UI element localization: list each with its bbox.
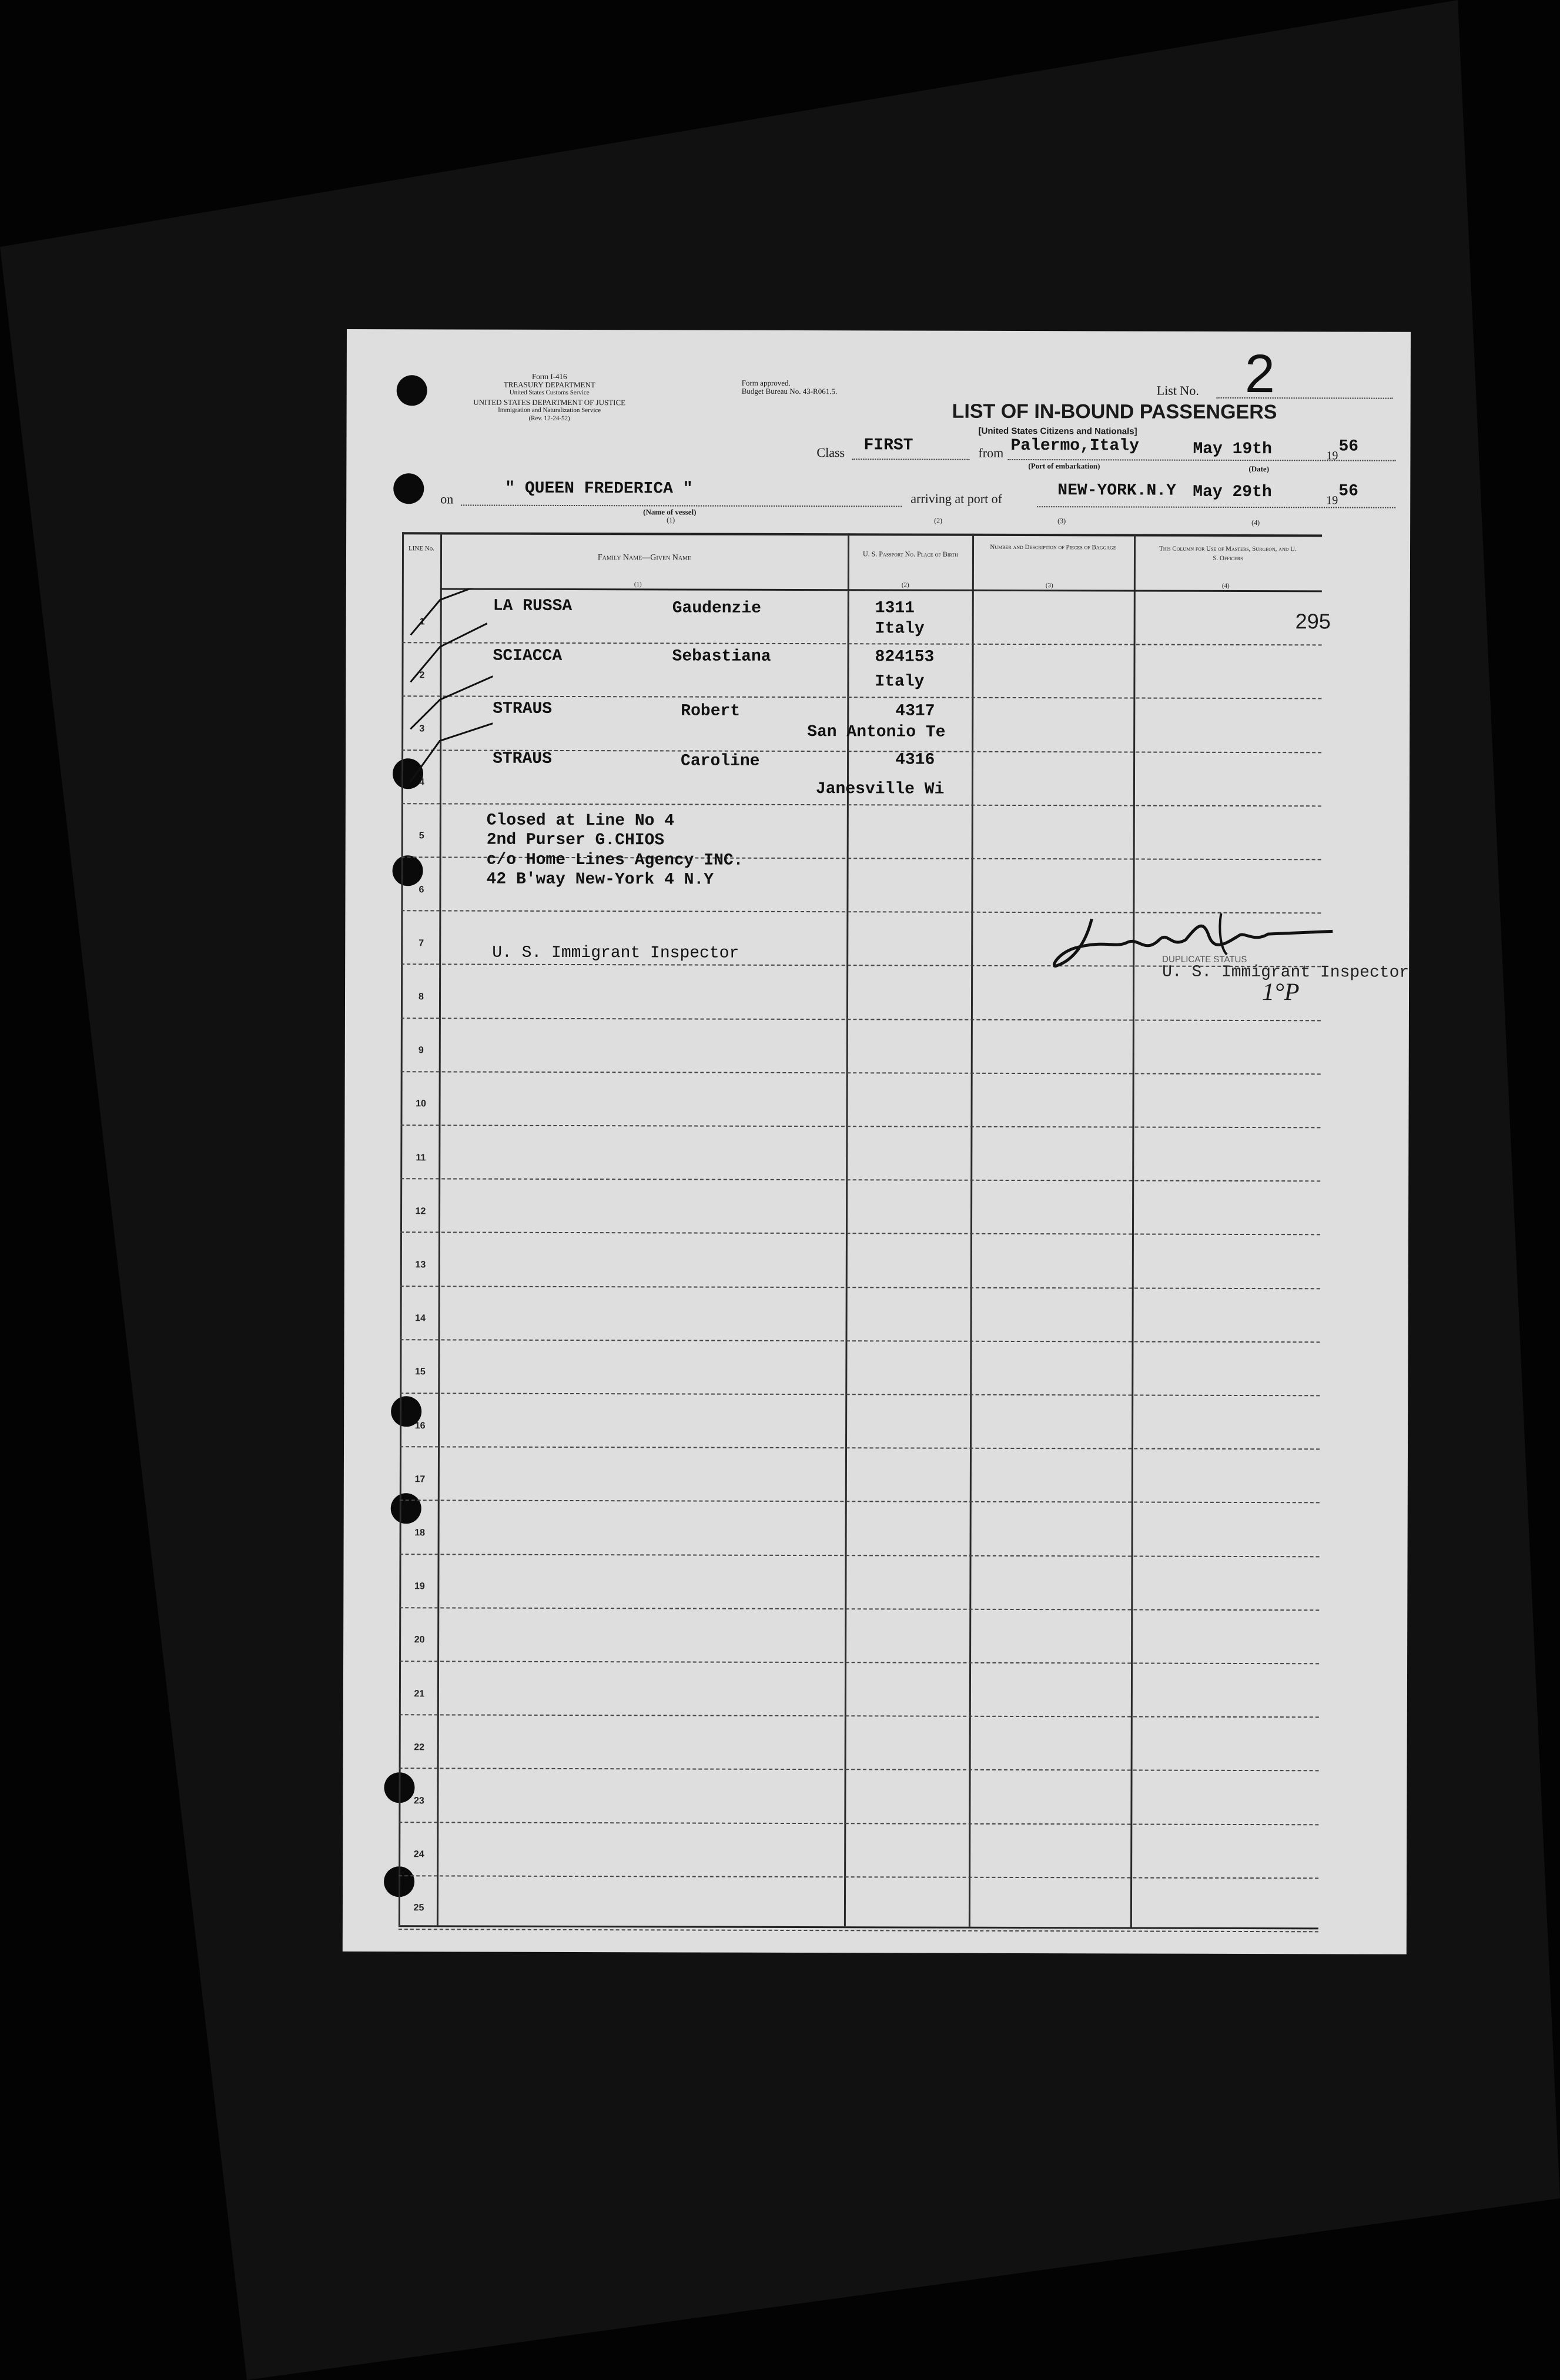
row-rule bbox=[400, 1446, 1320, 1450]
line-number: 3 bbox=[419, 724, 425, 734]
row-rule bbox=[399, 1768, 1319, 1772]
caption-4: (4) bbox=[1251, 518, 1260, 527]
line-number: 14 bbox=[415, 1313, 426, 1324]
punch-hole bbox=[391, 1493, 421, 1524]
from-label: from bbox=[978, 445, 1004, 460]
inspector-stamp: U. S. Immigrant Inspector bbox=[1162, 963, 1410, 982]
row-rule bbox=[399, 1714, 1319, 1718]
arriving-label: arriving at port of bbox=[910, 491, 1003, 506]
line-number: 7 bbox=[419, 938, 424, 949]
line-number: 11 bbox=[416, 1152, 426, 1163]
row-rule bbox=[400, 1178, 1320, 1181]
year-prefix: 19 bbox=[1326, 449, 1338, 463]
line-number: 22 bbox=[414, 1742, 425, 1753]
passport-no: 4317 bbox=[895, 702, 935, 721]
col-num-4: (4) bbox=[1221, 582, 1230, 590]
year-prefix-2: 19 bbox=[1326, 494, 1338, 507]
punch-hole bbox=[393, 855, 423, 886]
row-rule bbox=[401, 803, 1321, 806]
punch-hole bbox=[397, 375, 427, 406]
family-name: STRAUS bbox=[493, 699, 553, 718]
caption-3: (3) bbox=[1057, 517, 1066, 525]
row-rule bbox=[400, 1500, 1320, 1504]
line-number: 19 bbox=[414, 1581, 425, 1592]
embarkation-port: Palermo,Italy bbox=[1010, 436, 1139, 456]
inspector-label: U. S. Immigrant Inspector bbox=[492, 943, 739, 963]
row-rule bbox=[399, 1607, 1319, 1611]
family-name: SCIACCA bbox=[493, 647, 563, 665]
page-title: LIST OF IN-BOUND PASSENGERS bbox=[952, 400, 1277, 424]
given-name: Caroline bbox=[681, 752, 760, 771]
row-rule bbox=[402, 642, 1322, 645]
line-number: 4 bbox=[419, 777, 424, 788]
line-number: 24 bbox=[413, 1849, 424, 1860]
row-rule bbox=[400, 1232, 1320, 1236]
revision: (Rev. 12-24-52) bbox=[528, 414, 570, 422]
date-caption: (Date) bbox=[1248, 464, 1270, 474]
closing-line-3: c/o Home Lines Agency INC. bbox=[486, 851, 744, 870]
place-of-birth: Italy bbox=[875, 672, 925, 691]
row-rule bbox=[399, 1661, 1319, 1664]
officer-initials: 1°P bbox=[1261, 979, 1300, 1006]
row-rule bbox=[400, 1286, 1320, 1289]
page-subtitle: [United States Citizens and Nationals] bbox=[978, 426, 1137, 437]
line-number: 1 bbox=[419, 616, 425, 627]
row-rule bbox=[400, 1554, 1320, 1557]
given-name: Gaudenzie bbox=[672, 599, 762, 618]
budget-bureau: Budget Bureau No. 43-R061.5. bbox=[741, 386, 838, 396]
line-number: 25 bbox=[413, 1903, 424, 1913]
line-number: 13 bbox=[415, 1260, 426, 1270]
given-name: Sebastiana bbox=[672, 647, 771, 666]
year-suffix-2: 56 bbox=[1338, 482, 1358, 501]
col-num-3: (3) bbox=[1045, 582, 1053, 590]
row-rule bbox=[400, 1392, 1320, 1396]
col-baggage-header: Number and Description of Pieces of Baggage bbox=[990, 543, 1116, 551]
passport-no: 824153 bbox=[875, 648, 935, 667]
closing-line-4: 42 B'way New-York 4 N.Y bbox=[486, 870, 714, 889]
line-number: 20 bbox=[414, 1635, 425, 1645]
class-label: Class bbox=[816, 445, 845, 460]
closing-line-1: Closed at Line No 4 bbox=[486, 811, 675, 831]
line-number: 9 bbox=[418, 1045, 424, 1056]
col-name-header: Family Name—Given Name bbox=[597, 553, 692, 563]
passenger-list-page bbox=[343, 329, 1411, 1954]
row-rule bbox=[401, 1071, 1321, 1074]
check-marks bbox=[404, 588, 511, 823]
col-num-1: (1) bbox=[634, 581, 642, 588]
punch-hole bbox=[393, 473, 424, 504]
caption-1: (1) bbox=[667, 516, 675, 524]
closing-line-2: 2nd Purser G.CHIOS bbox=[486, 831, 665, 850]
row-rule bbox=[401, 1017, 1321, 1021]
line-number: 8 bbox=[419, 992, 424, 1002]
class-value: FIRST bbox=[863, 436, 913, 455]
row-rule bbox=[400, 1124, 1320, 1128]
form-approved: Form approved. bbox=[741, 378, 791, 387]
line-number: 21 bbox=[414, 1688, 425, 1699]
row-rule bbox=[399, 1929, 1318, 1932]
embarkation-caption: (Port of embarkation) bbox=[1028, 461, 1100, 471]
family-name: LA RUSSA bbox=[493, 597, 573, 616]
passport-no: 1311 bbox=[875, 599, 915, 618]
col-line-header: LINE No. bbox=[409, 545, 435, 553]
line-number: 2 bbox=[419, 670, 425, 681]
row-rule bbox=[401, 696, 1321, 699]
vessel-name: " QUEEN FREDERICA " bbox=[505, 479, 693, 498]
row-rule bbox=[399, 1822, 1318, 1825]
place-of-birth: Italy bbox=[875, 620, 925, 638]
officer-note: 295 bbox=[1295, 609, 1331, 634]
row-rule bbox=[400, 1339, 1320, 1343]
row-rule bbox=[399, 1875, 1318, 1879]
given-name: Robert bbox=[681, 702, 741, 721]
on-label: on bbox=[440, 491, 454, 507]
treasury-dept: TREASURY DEPARTMENT bbox=[503, 380, 595, 390]
line-number: 10 bbox=[416, 1099, 426, 1109]
line-number: 16 bbox=[414, 1420, 426, 1431]
ins: Immigration and Naturalization Service bbox=[498, 406, 601, 414]
line-number: 17 bbox=[414, 1474, 426, 1485]
col-officers-header: This Column for Use of Masters, Surgeon, and U. S. Officers bbox=[1159, 545, 1297, 562]
line-number: 5 bbox=[419, 831, 424, 841]
arrival-date: May 29th bbox=[1193, 483, 1272, 502]
list-number: 2 bbox=[1244, 344, 1276, 404]
list-no-label: List No. bbox=[1156, 383, 1199, 398]
caption-2: (2) bbox=[934, 516, 943, 525]
col-num-2: (2) bbox=[901, 581, 909, 589]
duplicate-stamp: DUPLICATE STATUS bbox=[1162, 954, 1247, 965]
place-of-birth: San Antonio Te bbox=[807, 723, 946, 742]
passport-no: 4316 bbox=[895, 751, 935, 769]
col-passport-header: U. S. Passport No. Place of Birth bbox=[862, 550, 959, 558]
line-number: 18 bbox=[414, 1528, 426, 1538]
line-number: 6 bbox=[419, 884, 424, 895]
justice-dept: UNITED STATES DEPARTMENT OF JUSTICE bbox=[473, 397, 626, 407]
year-suffix: 56 bbox=[1338, 437, 1359, 456]
form-number: Form I-416 bbox=[531, 371, 567, 381]
line-number: 15 bbox=[414, 1367, 426, 1377]
embarkation-date: May 19th bbox=[1193, 440, 1272, 459]
line-number: 12 bbox=[415, 1206, 426, 1217]
customs-service: United States Customs Service bbox=[509, 389, 590, 397]
place-of-birth: Janesville Wi bbox=[815, 780, 945, 799]
arrival-port: NEW-YORK.N.Y bbox=[1057, 481, 1176, 500]
family-name: STRAUS bbox=[493, 749, 552, 768]
line-number: 23 bbox=[414, 1796, 424, 1806]
vessel-caption: (Name of vessel) bbox=[643, 507, 697, 517]
